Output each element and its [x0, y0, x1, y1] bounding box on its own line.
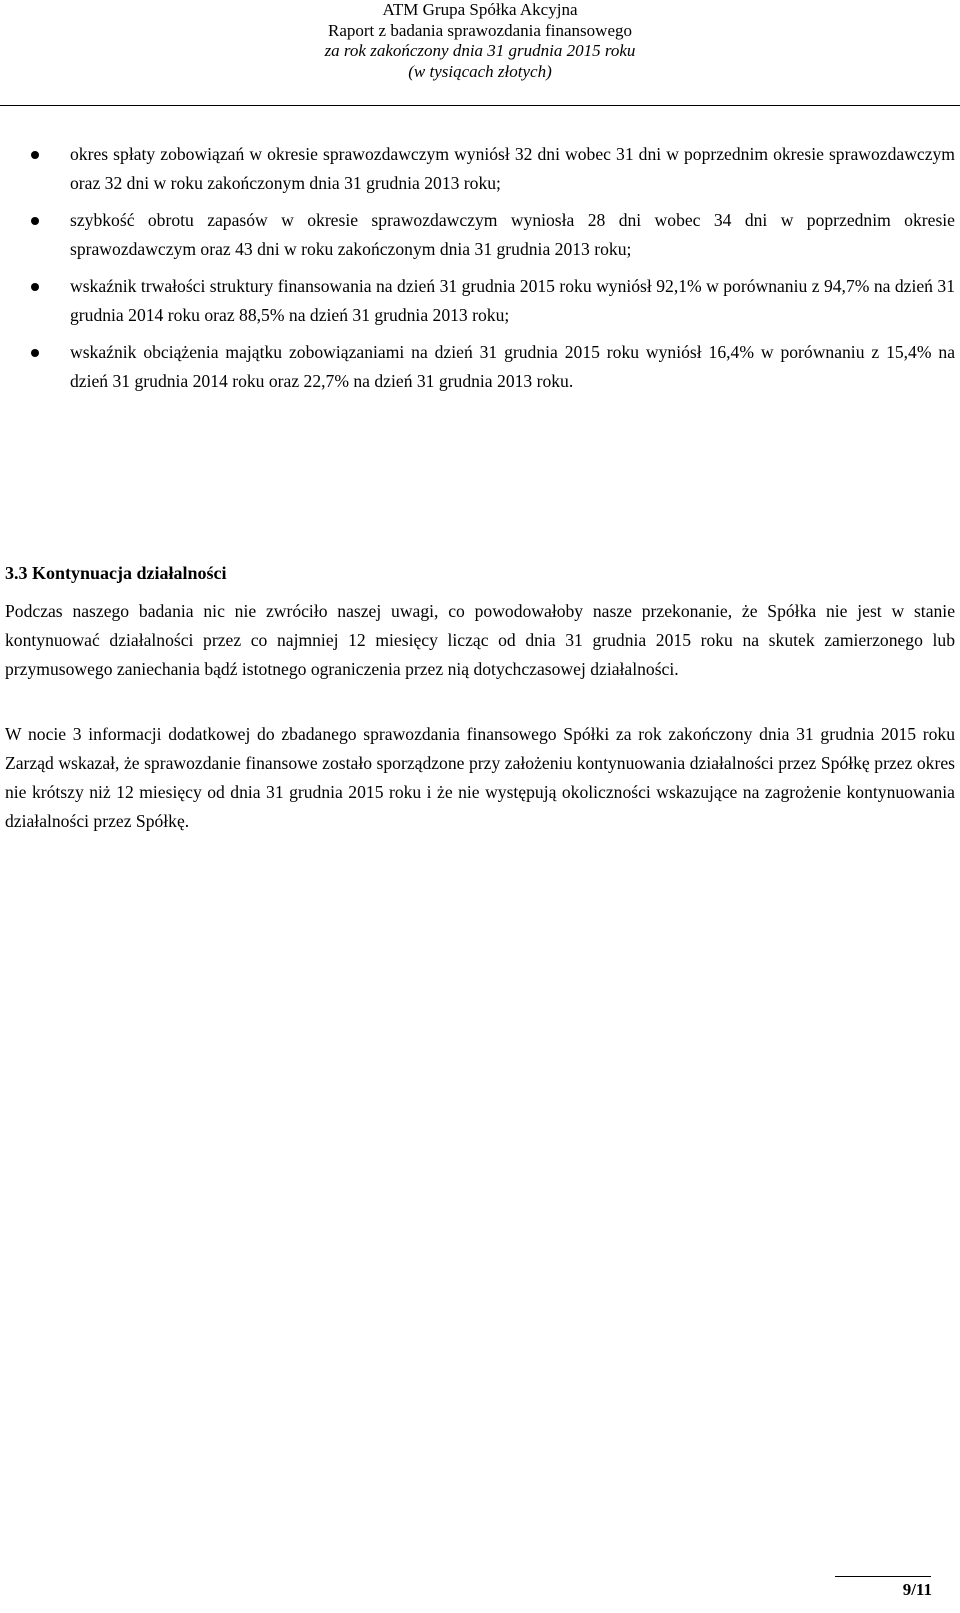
- bullet-text: wskaźnik trwałości struktury finansowania na dzień 31 grudnia 2015 roku wyniósł 92,1% w porównaniu z 94,7% na dzień 31 grudnia 2014 roku oraz 88,5% na dzień 31 grudnia 2013 roku;: [70, 276, 955, 325]
- header-report-title: Raport z badania sprawozdania finansowego: [328, 20, 632, 40]
- bullet-text: wskaźnik obciążenia majątku zobowiązaniami na dzień 31 grudnia 2015 roku wyniósł 16,4% w porównaniu z 15,4% na dzień 31 grudnia 2014 roku oraz 22,7% na dzień 31 grudnia 2013 roku.: [70, 342, 955, 391]
- bullet-item-liabilities-period: [0, 140, 960, 198]
- footer-divider: [835, 1576, 931, 1577]
- bullet-icon: [31, 283, 39, 291]
- bullet-icon: [31, 151, 39, 159]
- bullet-icon: [31, 349, 39, 357]
- bullet-item-asset-burden: [0, 338, 960, 396]
- bullet-icon: [31, 217, 39, 225]
- header-company: ATM Grupa Spółka Akcyjna: [382, 0, 578, 19]
- ratio-bullet-list: [0, 140, 960, 404]
- header-divider: [0, 105, 960, 106]
- section-heading: 3.3 Kontynuacja działalności: [5, 563, 227, 583]
- bullet-item-inventory-turnover: [0, 206, 960, 264]
- page-header: [0, 0, 960, 82]
- bullet-item-financing-stability: [0, 272, 960, 330]
- going-concern-paragraph: Podczas naszego badania nic nie zwróciło naszej uwagi, co powodowałoby nasze przekonanie, że Spółka nie jest w stanie kontynuować działalności przez co najmniej 12 miesięcy licząc od dnia 31 grudnia 2015 roku na skutek zamierzonego lub przymusowego zaniechania bądź istotnego ograniczenia przez nią dotychczasowej działalności.: [5, 601, 955, 679]
- page-number: 9/11: [902, 1580, 932, 1599]
- bullet-text: okres spłaty zobowiązań w okresie sprawozdawczym wyniósł 32 dni wobec 31 dni w poprzednim okresie sprawozdawczym oraz 32 dni w roku zakończonym dnia 31 grudnia 2013 roku;: [70, 144, 955, 193]
- note-paragraph: W nocie 3 informacji dodatkowej do zbadanego sprawozdania finansowego Spółki za rok zakończony dnia 31 grudnia 2015 roku Zarząd wskazał, że sprawozdanie finansowe zostało sporządzone przy założeniu kontynuowania działalności przez Spółkę przez okres nie krótszy niż 12 miesięcy od dnia 31 grudnia 2015 roku i że nie występują okoliczności wskazujące na zagrożenie kontynuowania działalności przez Spółkę.: [5, 724, 955, 831]
- header-period: za rok zakończony dnia 31 grudnia 2015 roku: [324, 41, 636, 60]
- header-units: (w tysiącach złotych): [408, 61, 552, 81]
- bullet-text: szybkość obrotu zapasów w okresie sprawozdawczym wyniosła 28 dni wobec 34 dni w poprzednim okresie sprawozdawczym oraz 43 dni w roku zakończonym dnia 31 grudnia 2013 roku;: [70, 210, 955, 259]
